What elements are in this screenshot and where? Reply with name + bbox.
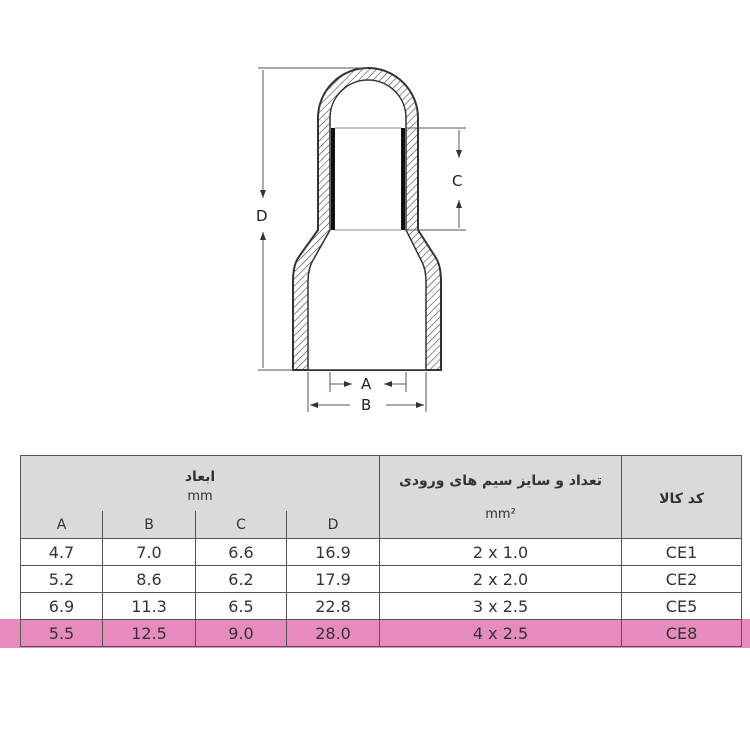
cell-a: 4.7 [21,539,103,566]
dimension-c-label: C [452,172,463,190]
cell-d: 28.0 [287,620,380,647]
cell-b: 7.0 [103,539,196,566]
table-header-row [21,456,742,512]
col-header-d: D [287,511,380,539]
cell-c: 6.6 [196,539,287,566]
cell-d: 17.9 [287,566,380,593]
dimension-b-label: B [361,396,372,414]
cell-wire: 4 x 2.5 [380,620,622,647]
dimensions-unit: mm [187,489,213,504]
dimensions-header [21,456,380,512]
cell-c: 6.5 [196,593,287,620]
cell-wire: 2 x 1.0 [380,539,622,566]
code-title: کد کالا [659,490,704,507]
cell-code: CE5 [622,593,742,620]
col-header-a: A [21,511,103,539]
cell-wire: 3 x 2.5 [380,593,622,620]
cell-b: 11.3 [103,593,196,620]
spec-table [20,455,742,647]
table-row [21,566,742,593]
cell-code: CE2 [622,566,742,593]
cell-c: 6.2 [196,566,287,593]
inner-tube [331,128,405,230]
cell-a: 5.2 [21,566,103,593]
dimensions-title: ابعاد [184,469,216,485]
wire-title: تعداد و سایز سیم های ورودی [399,472,603,489]
dimension-a-label: A [361,375,372,393]
cell-code: CE8 [622,620,742,647]
table-row-highlighted [21,620,742,647]
col-header-c: C [196,511,287,539]
cell-a: 5.5 [21,620,103,647]
cell-b: 12.5 [103,620,196,647]
code-header [622,456,742,539]
table-row [21,593,742,620]
cell-b: 8.6 [103,566,196,593]
table-row [21,539,742,566]
cell-code: CE1 [622,539,742,566]
col-header-b: B [103,511,196,539]
wire-header [380,456,622,539]
cell-a: 6.9 [21,593,103,620]
dimension-d-label: D [256,207,268,225]
wire-unit: mm² [485,506,516,522]
cell-wire: 2 x 2.0 [380,566,622,593]
cell-d: 16.9 [287,539,380,566]
cell-c: 9.0 [196,620,287,647]
cell-d: 22.8 [287,593,380,620]
